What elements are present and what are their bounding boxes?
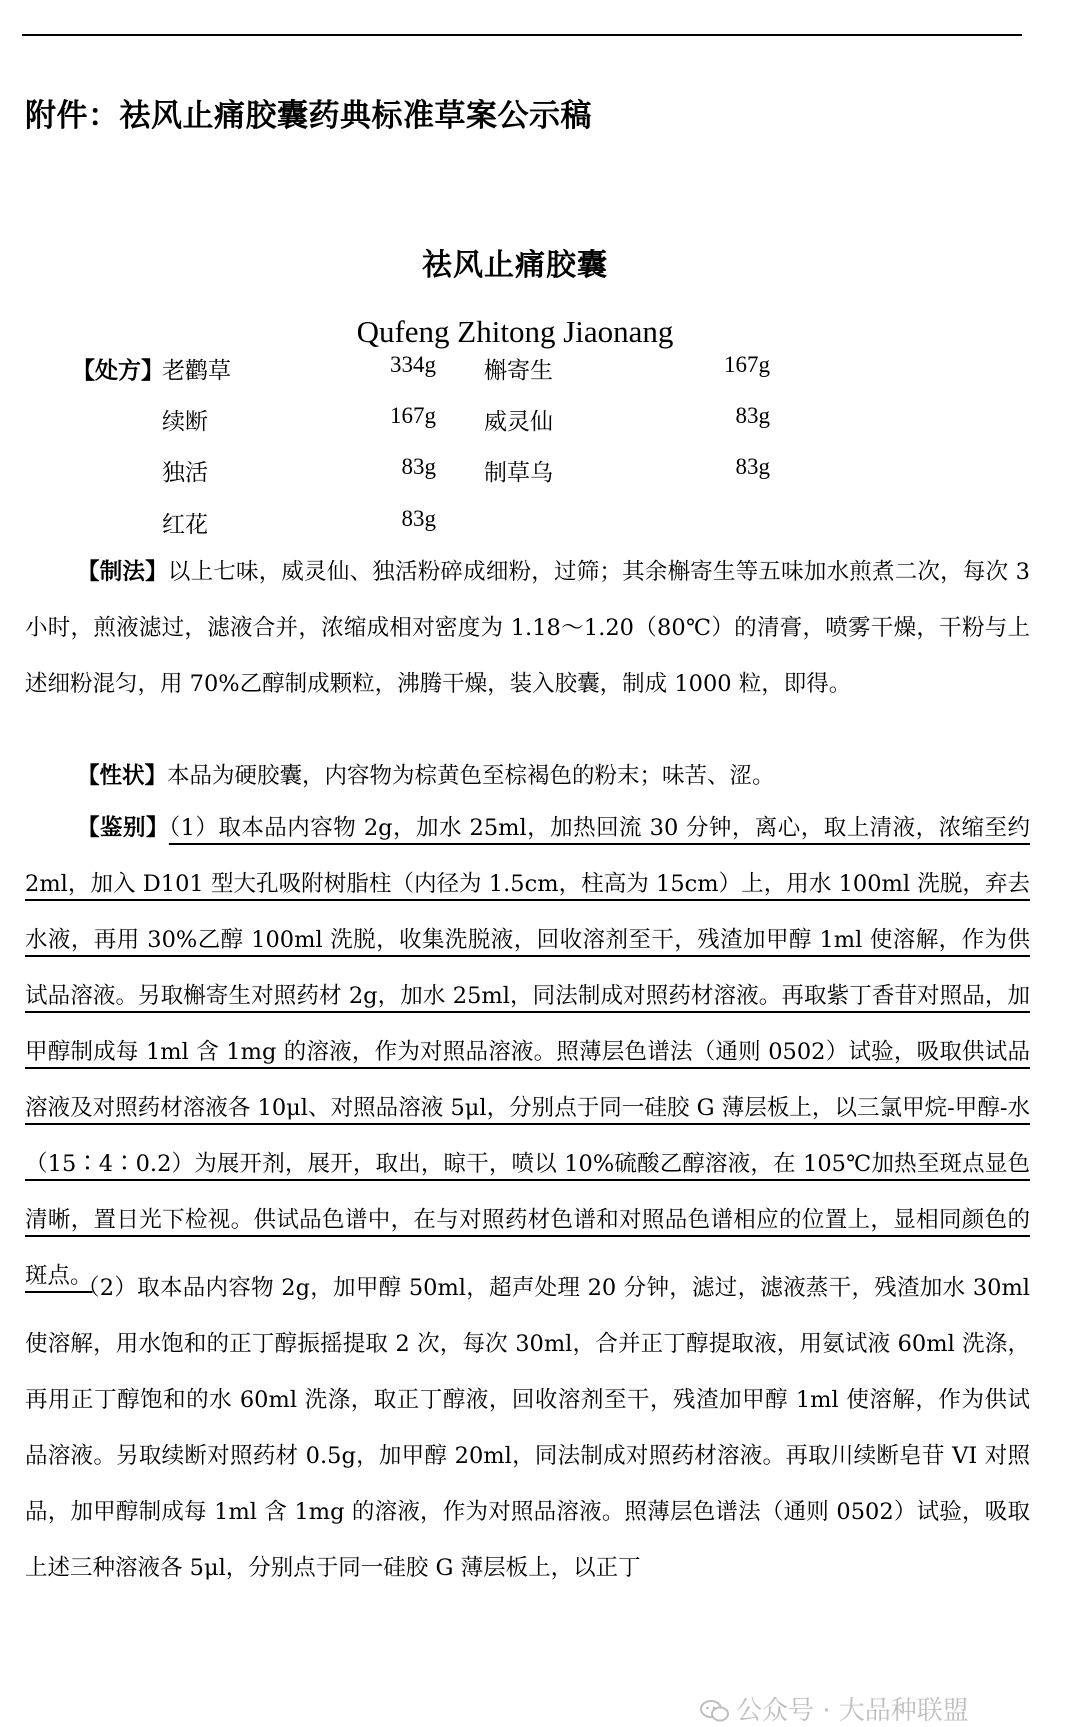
wechat-icon — [700, 1700, 730, 1722]
watermark-text: 公众号 · 大品种联盟 — [736, 1696, 969, 1726]
ingredient-amount: 167g — [390, 403, 436, 428]
identification-test-2-section — [25, 1260, 1030, 1596]
document-title: 祛风止痛胶囊 — [422, 248, 608, 283]
identification-label: 【鉴别】 — [77, 815, 169, 841]
ingredient-amount: 334g — [390, 352, 436, 377]
ingredient-amount: 83g — [401, 506, 436, 531]
attachment-heading: 附件：祛风止痛胶囊药典标准草案公示稿 — [25, 98, 592, 134]
identification-test-2: （2）取本品内容物 2g，加甲醇 50ml，超声处理 20 分钟，滤过，滤液蒸干，残渣加水 30ml 使溶解，用水饱和的正丁醇振摇提取 2 次，每次 30ml，合并正丁醇提取液，用氨试液 60ml 洗涤，再用正丁醇饱和的水 60ml 洗涤，取正丁醇液，回收溶剂至干，残渣加甲醇 1ml 使溶解，作为供试品溶液。另取续断对照药材 0.5g，加甲醇 20ml，同法制成对照药材溶液。再取川续断皂苷 VI 对照品，加甲醇制成每 1ml 含 1mg 的溶液，作为对照品溶液。照薄层色谱法（通则 0502）试验，吸取上述三种溶液各 5μl，分别点于同一硅胶 G 薄层板上，以正丁 — [25, 1275, 1030, 1581]
ingredient-amount: 167g — [724, 352, 770, 377]
preparation-label: 【制法】 — [77, 559, 168, 585]
character-text: 本品为硬胶囊，内容物为棕黄色至棕褐色的粉末；味苦、涩。 — [167, 763, 775, 789]
wechat-watermark — [700, 1690, 969, 1727]
ingredient-name: 红花 — [162, 512, 208, 538]
ingredient-amount: 83g — [401, 454, 436, 479]
top-rule — [22, 34, 1022, 36]
ingredient-name: 槲寄生 — [484, 358, 553, 384]
preparation-text: 以上七味，威灵仙、独活粉碎成细粉，过筛；其余槲寄生等五味加水煎煮二次，每次 3 小时，煎液滤过，滤液合并，浓缩成相对密度为 1.18～1.20（80℃）的清膏，喷雾干燥，干粉与上述细粉混匀，用 70%乙醇制成颗粒，沸腾干燥，装入胶囊，制成 1000 粒，即得。 — [25, 559, 1030, 697]
ingredient-name: 独活 — [162, 460, 208, 486]
ingredient-name: 续断 — [162, 409, 208, 435]
character-label: 【性状】 — [77, 763, 168, 789]
ingredient-amount: 83g — [735, 454, 770, 479]
identification-test-1: （1）取本品内容物 2g，加水 25ml，加热回流 30 分钟，离心，取上清液，浓缩至约 2ml，加入 D101 型大孔吸附树脂柱（内径为 1.5cm，柱高为 15cm）上，用水 100ml 洗脱，弃去水液，再用 30%乙醇 100ml 洗脱，收集洗脱液，回收溶剂至干，残渣加甲醇 1ml 使溶解，作为供试品溶液。另取槲寄生对照药材 2g，加水 25ml，同法制成对照药材溶液。再取紫丁香苷对照品，加甲醇制成每 1ml 含 1mg 的溶液，作为对照品溶液。照薄层色谱法（通则 0502）试验，吸取供试品溶液及对照药材溶液各 10μl、对照品溶液 5μl，分别点于同一硅胶 G 薄层板上，以三氯甲烷-甲醇-水（15∶4∶0.2）为展开剂，展开，取出，晾干，喷以 10%硫酸乙醇溶液，在 105℃加热至斑点显色清晰，置日光下检视。供试品色谱中，在与对照药材色谱和对照品色谱相应的位置上，显相同颜色的斑点。 — [25, 815, 1030, 1289]
preparation-section — [25, 544, 1030, 712]
ingredient-name: 老鹳草 — [162, 358, 231, 384]
identification-section — [25, 800, 1030, 1304]
ingredient-amount: 83g — [735, 403, 770, 428]
document-pinyin-title: Qufeng Zhitong Jiaonang — [356, 314, 674, 349]
prescription-label: 【处方】 — [72, 358, 164, 384]
ingredient-name: 威灵仙 — [484, 409, 553, 435]
ingredient-name: 制草乌 — [484, 460, 553, 486]
character-section — [25, 748, 1030, 804]
